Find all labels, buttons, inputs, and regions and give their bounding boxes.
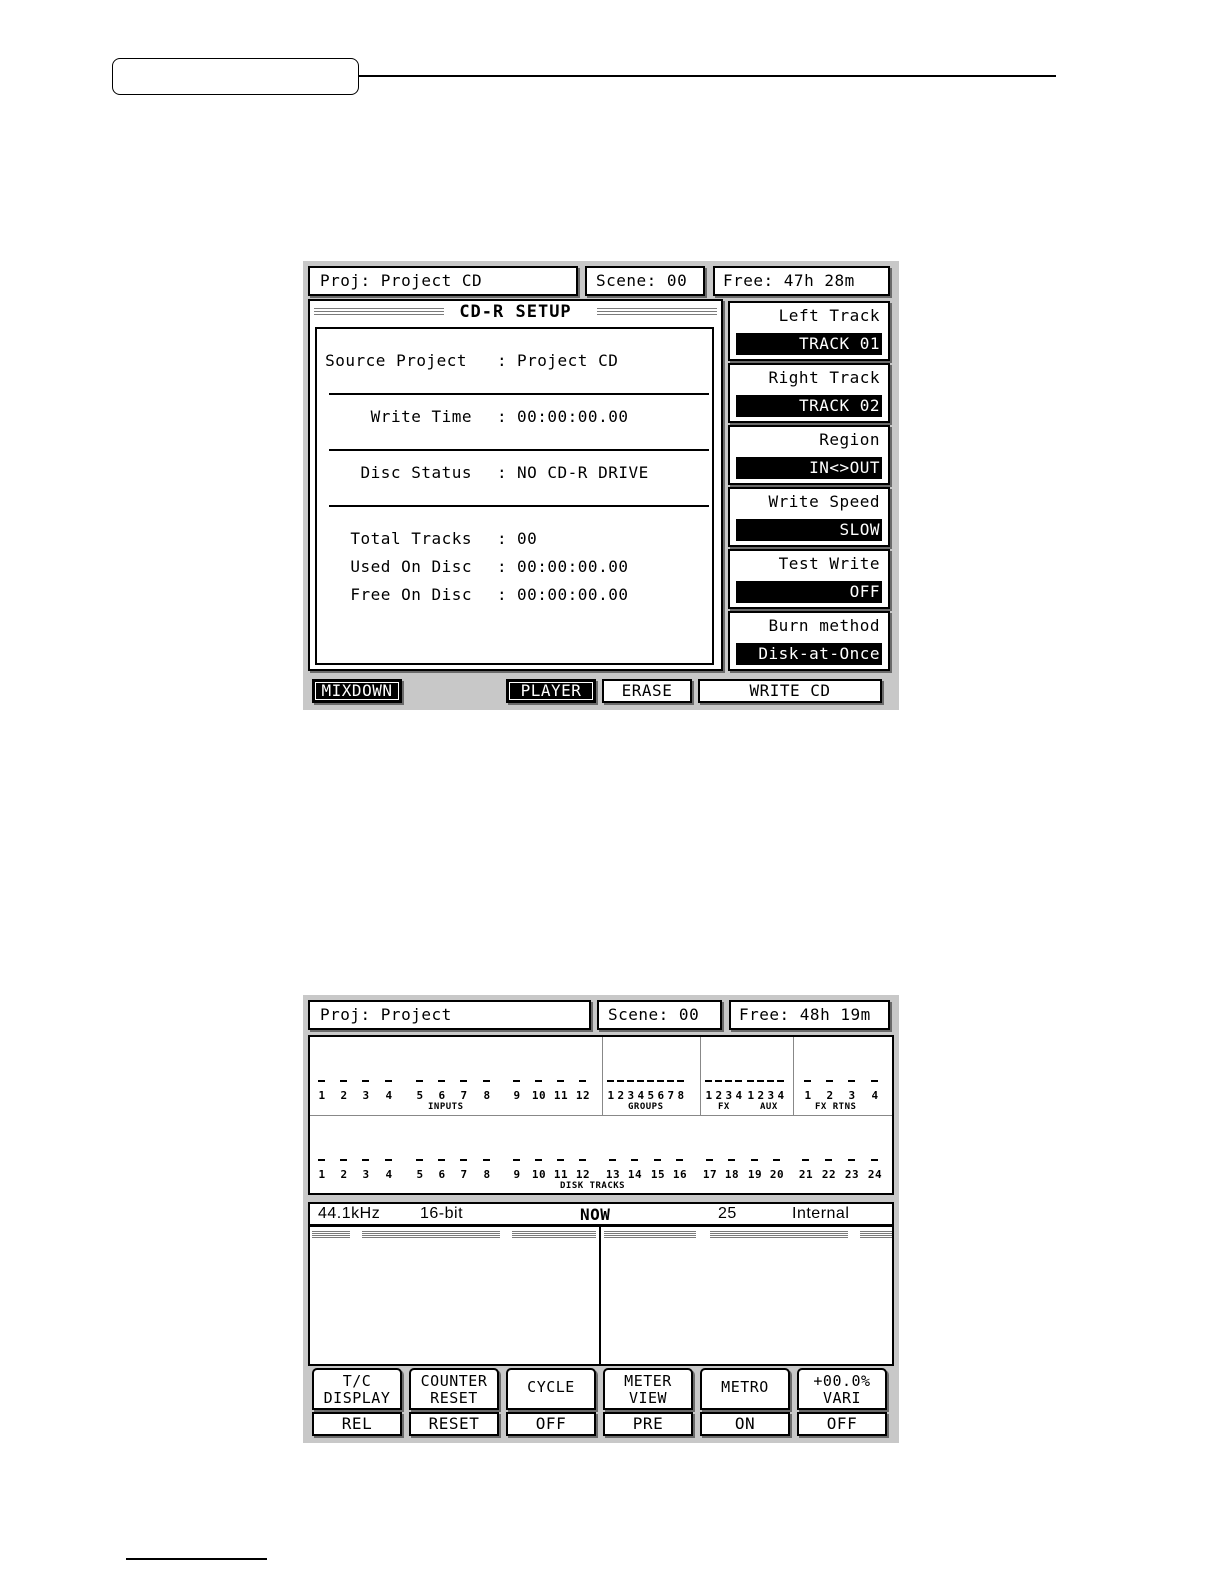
free-space-status — [713, 266, 890, 296]
disk-track-channel-number: 16 — [672, 1168, 688, 1181]
fx-return-channel-number: 3 — [848, 1089, 856, 1102]
fx-channel-number: 3 — [725, 1089, 733, 1102]
fx-channel-number: 1 — [705, 1089, 713, 1102]
fx-return-channel-number: 1 — [804, 1089, 812, 1102]
meter-divider — [793, 1037, 794, 1115]
input-meter-indicator — [483, 1080, 490, 1082]
group-meter-indicator — [607, 1080, 614, 1082]
fx-meter-indicator — [705, 1080, 712, 1082]
disk-track-channel-number: 23 — [844, 1168, 860, 1181]
disk-track-meter-indicator — [340, 1159, 347, 1161]
stripe — [362, 1231, 500, 1238]
disk-track-meter-indicator — [460, 1159, 467, 1161]
write-speed-label: Write Speed — [768, 492, 880, 511]
input-channel-number: 10 — [531, 1089, 547, 1102]
input-channel-number: 2 — [340, 1089, 348, 1102]
region-value[interactable]: IN<>OUT — [736, 457, 882, 479]
aux-meter-indicator — [757, 1080, 764, 1082]
disk-track-meter-indicator — [318, 1159, 325, 1161]
aux-meter-indicator — [767, 1080, 774, 1082]
stripe — [710, 1231, 848, 1238]
disk-track-meter-indicator — [825, 1159, 832, 1161]
total-tracks-value: 00 — [517, 529, 538, 548]
free-space: Free: 48h 19m — [739, 1005, 871, 1024]
write-speed-value[interactable]: SLOW — [736, 519, 882, 541]
locate-area — [308, 1225, 894, 1366]
input-channel-number: 3 — [362, 1089, 370, 1102]
cdr-setup-panel — [308, 299, 723, 671]
burn-method-label: Burn method — [768, 616, 880, 635]
scene-status — [597, 1000, 722, 1030]
free-space-status — [729, 1000, 890, 1030]
stripe — [512, 1231, 596, 1238]
input-channel-number: 1 — [318, 1089, 326, 1102]
used-on-disc-value: 00:00:00.00 — [517, 557, 629, 576]
source-project-colon: : — [497, 351, 508, 370]
disk-track-channel-number: 14 — [627, 1168, 643, 1181]
fx-meter-indicator — [715, 1080, 722, 1082]
tc-display-value: REL — [312, 1412, 402, 1436]
input-channel-number: 8 — [483, 1089, 491, 1102]
scene-number: Scene: 00 — [608, 1005, 700, 1024]
disk-track-channel-number: 21 — [798, 1168, 814, 1181]
disk-track-channel-number: 19 — [747, 1168, 763, 1181]
disk-track-channel-number: 12 — [575, 1168, 591, 1181]
write-time-colon: : — [497, 407, 508, 426]
meter-view-button[interactable]: METER VIEW — [603, 1368, 693, 1410]
disk-track-meter-indicator — [535, 1159, 542, 1161]
right-track-value[interactable]: TRACK 02 — [736, 395, 882, 417]
input-channel-number: 11 — [553, 1089, 569, 1102]
input-meter-indicator — [535, 1080, 542, 1082]
now-indicator: NOW — [580, 1205, 611, 1224]
disc-status-label: Disc Status — [360, 463, 472, 482]
disk-track-meter-indicator — [728, 1159, 735, 1161]
disk-track-channel-number: 11 — [553, 1168, 569, 1181]
disk-track-channel-number: 13 — [605, 1168, 621, 1181]
disk-track-channel-number: 17 — [702, 1168, 718, 1181]
input-channel-number: 7 — [460, 1089, 468, 1102]
disk-track-channel-number: 10 — [531, 1168, 547, 1181]
disc-status-colon: : — [497, 463, 508, 482]
input-meter-indicator — [362, 1080, 369, 1082]
group-channel-number: 7 — [667, 1089, 675, 1102]
mixdown-button[interactable]: MIXDOWN — [312, 679, 402, 703]
input-meter-indicator — [460, 1080, 467, 1082]
page-header-tab — [112, 58, 359, 95]
disc-status-value: NO CD-R DRIVE — [517, 463, 649, 482]
free-on-disc-value: 00:00:00.00 — [517, 585, 629, 604]
page-footer-rule — [126, 1558, 267, 1560]
separator — [329, 393, 709, 395]
fx-return-meter-indicator — [871, 1080, 878, 1082]
input-meter-indicator — [416, 1080, 423, 1082]
group-meter-indicator — [657, 1080, 664, 1082]
sync-source: Internal — [792, 1205, 850, 1222]
fx-return-channel-number: 2 — [826, 1089, 834, 1102]
disk-track-meter-indicator — [483, 1159, 490, 1161]
group-meter-indicator — [637, 1080, 644, 1082]
aux-channel-number: 3 — [767, 1089, 775, 1102]
disk-track-meter-indicator — [438, 1159, 445, 1161]
frame-rate: 25 — [718, 1205, 737, 1222]
fx-return-meter-indicator — [804, 1080, 811, 1082]
disk-track-meter-indicator — [579, 1159, 586, 1161]
separator — [329, 449, 709, 451]
used-on-disc-colon: : — [497, 557, 508, 576]
meter-divider — [602, 1037, 603, 1115]
stripe — [604, 1231, 696, 1238]
cycle-button[interactable]: CYCLE — [506, 1368, 596, 1410]
disk-track-meter-indicator — [773, 1159, 780, 1161]
disc-status-row — [317, 463, 712, 483]
erase-button[interactable]: ERASE — [602, 679, 692, 703]
write-time-value: 00:00:00.00 — [517, 407, 629, 426]
fx-channel-number: 2 — [715, 1089, 723, 1102]
page-header-rule — [358, 75, 1056, 77]
disk-track-channel-number: 6 — [438, 1168, 446, 1181]
counter-reset-value: RESET — [409, 1412, 499, 1436]
fx-return-meter-indicator — [848, 1080, 855, 1082]
source-project-label: Source Project — [325, 351, 467, 370]
level-meters — [308, 1035, 894, 1195]
group-meter-indicator — [617, 1080, 624, 1082]
right-track-label: Right Track — [768, 368, 880, 387]
free-on-disc-row — [317, 585, 712, 605]
disk-tracks-group-label: DISK TRACKS — [560, 1181, 626, 1191]
group-meter-indicator — [677, 1080, 684, 1082]
input-channel-number: 4 — [385, 1089, 393, 1102]
free-on-disc-label: Free On Disc — [350, 585, 472, 604]
group-channel-number: 6 — [657, 1089, 665, 1102]
disk-track-meter-indicator — [676, 1159, 683, 1161]
disk-track-meter-indicator — [654, 1159, 661, 1161]
aux-group-label: AUX — [760, 1102, 778, 1112]
counter-reset-button[interactable]: COUNTER RESET — [409, 1368, 499, 1410]
fx-return-channel-number: 4 — [871, 1089, 879, 1102]
region-label: Region — [819, 430, 880, 449]
locate-divider — [599, 1227, 601, 1364]
input-meter-indicator — [340, 1080, 347, 1082]
input-channel-number: 6 — [438, 1089, 446, 1102]
group-channel-number: 2 — [617, 1089, 625, 1102]
disk-track-channel-number: 20 — [769, 1168, 785, 1181]
project-status — [308, 266, 578, 296]
write-cd-button[interactable]: WRITE CD — [698, 679, 882, 703]
right-track-param[interactable] — [728, 363, 890, 423]
aux-channel-number: 1 — [747, 1089, 755, 1102]
tc-display-button[interactable]: T/C DISPLAY — [312, 1368, 402, 1410]
inputs-group-label: INPUTS — [428, 1102, 464, 1112]
disk-track-meter-indicator — [848, 1159, 855, 1161]
stripe — [860, 1231, 892, 1238]
meter-divider — [700, 1037, 701, 1115]
left-track-value[interactable]: TRACK 01 — [736, 333, 882, 355]
fx-return-meter-indicator — [826, 1080, 833, 1082]
write-time-label: Write Time — [370, 407, 472, 426]
aux-channel-number: 2 — [757, 1089, 765, 1102]
disk-track-meter-indicator — [557, 1159, 564, 1161]
vari-button[interactable]: +00.0% VARI — [797, 1368, 887, 1410]
disk-track-meter-indicator — [631, 1159, 638, 1161]
input-meter-indicator — [513, 1080, 520, 1082]
write-time-row — [317, 407, 712, 427]
burn-method-param[interactable] — [728, 611, 890, 671]
test-write-label: Test Write — [778, 554, 880, 573]
disk-track-meter-indicator — [751, 1159, 758, 1161]
input-meter-indicator — [438, 1080, 445, 1082]
cdr-setup-screen — [303, 261, 899, 710]
disk-track-channel-number: 5 — [416, 1168, 424, 1181]
total-tracks-colon: : — [497, 529, 508, 548]
group-channel-number: 5 — [647, 1089, 655, 1102]
input-channel-number: 9 — [513, 1089, 521, 1102]
meter-view-value: PRE — [603, 1412, 693, 1436]
source-project-value: Project CD — [517, 351, 619, 370]
input-meter-indicator — [579, 1080, 586, 1082]
meter-row-divider — [310, 1115, 892, 1116]
disk-track-meter-indicator — [871, 1159, 878, 1161]
fx-rtns-group-label: FX RTNS — [815, 1102, 857, 1112]
group-channel-number: 1 — [607, 1089, 615, 1102]
fx-channel-number: 4 — [735, 1089, 743, 1102]
free-space: Free: 47h 28m — [723, 271, 855, 290]
metro-value: ON — [700, 1412, 790, 1436]
group-channel-number: 3 — [627, 1089, 635, 1102]
fx-group-label: FX — [718, 1102, 730, 1112]
group-meter-indicator — [667, 1080, 674, 1082]
input-meter-indicator — [385, 1080, 392, 1082]
cdr-info-area — [315, 327, 714, 665]
test-write-value[interactable]: OFF — [736, 581, 882, 603]
main-screen — [303, 995, 899, 1443]
metro-button[interactable]: METRO — [700, 1368, 790, 1410]
disk-track-channel-number: 3 — [362, 1168, 370, 1181]
free-on-disc-colon: : — [497, 585, 508, 604]
write-speed-param[interactable] — [728, 487, 890, 547]
left-track-param[interactable] — [728, 301, 890, 361]
left-track-label: Left Track — [778, 306, 880, 325]
stripe — [312, 1231, 350, 1238]
burn-method-value[interactable]: Disk-at-Once — [736, 643, 882, 665]
groups-group-label: GROUPS — [628, 1102, 664, 1112]
disk-track-channel-number: 1 — [318, 1168, 326, 1181]
disk-track-meter-indicator — [385, 1159, 392, 1161]
project-name: Proj: Project CD — [320, 271, 483, 290]
project-name: Proj: Project — [320, 1005, 452, 1024]
panel-title: CD-R SETUP — [453, 302, 577, 322]
scene-number: Scene: 00 — [596, 271, 688, 290]
test-write-param[interactable] — [728, 549, 890, 609]
input-channel-number: 5 — [416, 1089, 424, 1102]
input-meter-indicator — [318, 1080, 325, 1082]
transport-info-bar — [308, 1202, 894, 1226]
disk-track-meter-indicator — [609, 1159, 616, 1161]
vari-value: OFF — [797, 1412, 887, 1436]
separator — [329, 505, 709, 507]
bit-depth: 16-bit — [420, 1205, 464, 1222]
disk-track-channel-number: 24 — [867, 1168, 883, 1181]
disk-track-meter-indicator — [802, 1159, 809, 1161]
fx-meter-indicator — [735, 1080, 742, 1082]
player-button[interactable]: PLAYER — [506, 679, 596, 703]
aux-meter-indicator — [777, 1080, 784, 1082]
group-meter-indicator — [647, 1080, 654, 1082]
disk-track-meter-indicator — [362, 1159, 369, 1161]
aux-channel-number: 4 — [777, 1089, 785, 1102]
disk-track-channel-number: 4 — [385, 1168, 393, 1181]
disk-track-channel-number: 22 — [821, 1168, 837, 1181]
total-tracks-row — [317, 529, 712, 549]
aux-meter-indicator — [747, 1080, 754, 1082]
cycle-value: OFF — [506, 1412, 596, 1436]
total-tracks-label: Total Tracks — [350, 529, 472, 548]
project-status — [308, 1000, 591, 1030]
input-channel-number: 12 — [575, 1089, 591, 1102]
used-on-disc-label: Used On Disc — [350, 557, 472, 576]
disk-track-meter-indicator — [706, 1159, 713, 1161]
panel-title-bar — [310, 301, 721, 323]
group-channel-number: 8 — [677, 1089, 685, 1102]
group-meter-indicator — [627, 1080, 634, 1082]
disk-track-channel-number: 8 — [483, 1168, 491, 1181]
disk-track-channel-number: 18 — [724, 1168, 740, 1181]
source-project-row — [317, 351, 712, 371]
disk-track-channel-number: 15 — [650, 1168, 666, 1181]
disk-track-channel-number: 2 — [340, 1168, 348, 1181]
input-meter-indicator — [557, 1080, 564, 1082]
fx-meter-indicator — [725, 1080, 732, 1082]
region-param[interactable] — [728, 425, 890, 485]
disk-track-meter-indicator — [513, 1159, 520, 1161]
sample-rate: 44.1kHz — [318, 1205, 381, 1222]
disk-track-meter-indicator — [416, 1159, 423, 1161]
scene-status — [585, 266, 705, 296]
used-on-disc-row — [317, 557, 712, 577]
group-channel-number: 4 — [637, 1089, 645, 1102]
disk-track-channel-number: 9 — [513, 1168, 521, 1181]
disk-track-channel-number: 7 — [460, 1168, 468, 1181]
